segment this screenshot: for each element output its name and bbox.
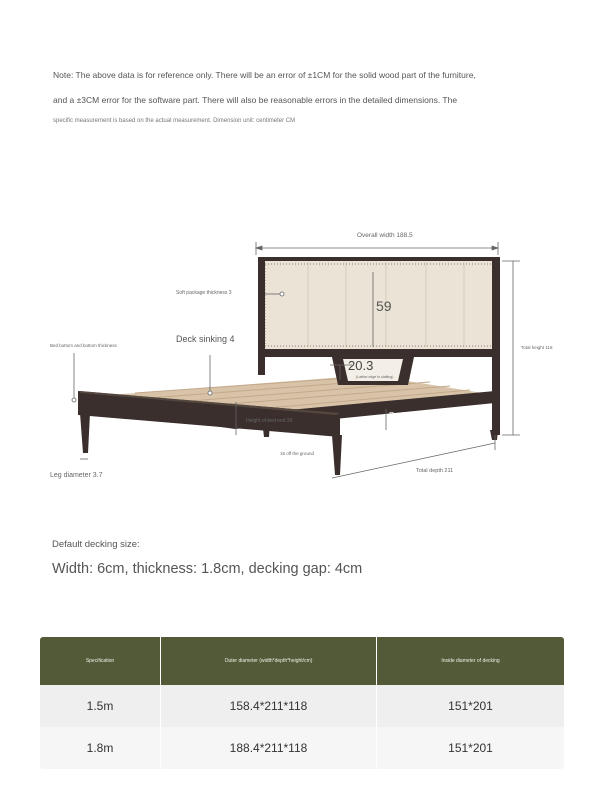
bed-end-height-label: Height of bed end 20	[246, 418, 293, 424]
table-header	[40, 637, 564, 685]
note-line-1: Note: The above data is for reference only. There will be an error of ±1CM for the solid wood part of the furniture,	[53, 70, 476, 80]
table-row	[40, 685, 564, 727]
soft-package-label: Soft package thickness 3	[176, 290, 232, 296]
gap-height-label: 20.3	[348, 358, 374, 373]
table-cell-spec: 1.5m	[40, 685, 161, 727]
header-specification: Specification	[40, 637, 161, 685]
bed-height-label: Bed height 14	[389, 410, 442, 420]
bed-dimension-diagram	[40, 225, 570, 490]
table-cell-outer: 188.4*211*118	[161, 727, 377, 769]
total-height-label: Total height 118	[521, 345, 553, 350]
total-depth-label: Total depth 211	[416, 468, 454, 474]
leg-diameter-label: Leg diameter 3.7	[50, 472, 103, 479]
deck-sinking-label: Deck sinking 4	[176, 334, 235, 344]
table-cell-outer: 158.4*211*118	[161, 685, 377, 727]
off-ground-label: 16 off the ground	[280, 451, 314, 456]
gap-note-label: (Lattice edge to slatting)	[356, 375, 394, 379]
header-inside-diameter: Inside diameter of decking	[441, 658, 500, 664]
note-line-2: and a ±3CM error for the software part. There will also be reasonable errors in the detailed dimensions. The	[53, 95, 458, 105]
decking-spec: Width: 6cm, thickness: 1.8cm, decking gap: 4cm	[52, 561, 363, 577]
headboard-post	[492, 257, 500, 435]
size-table	[40, 637, 564, 769]
note-line-3: specific measurement is based on the actual measurement. Dimension unit: centimeter CM	[53, 118, 296, 124]
table-cell-spec: 1.8m	[40, 727, 161, 769]
table-cell-inside: 151*201	[448, 741, 493, 755]
table-row	[40, 727, 564, 769]
decking-title: Default decking size:	[52, 539, 140, 550]
header-outer-diameter: Outer diameter (width*depth*height/cm)	[161, 637, 377, 685]
panel-height-label: 59	[376, 298, 392, 314]
table-cell-inside: 151*201	[448, 699, 493, 713]
overall-width-label: Overall width 188.5	[357, 232, 413, 239]
bottom-thickness-label: Bed bottom and bottom thickness	[50, 343, 117, 348]
